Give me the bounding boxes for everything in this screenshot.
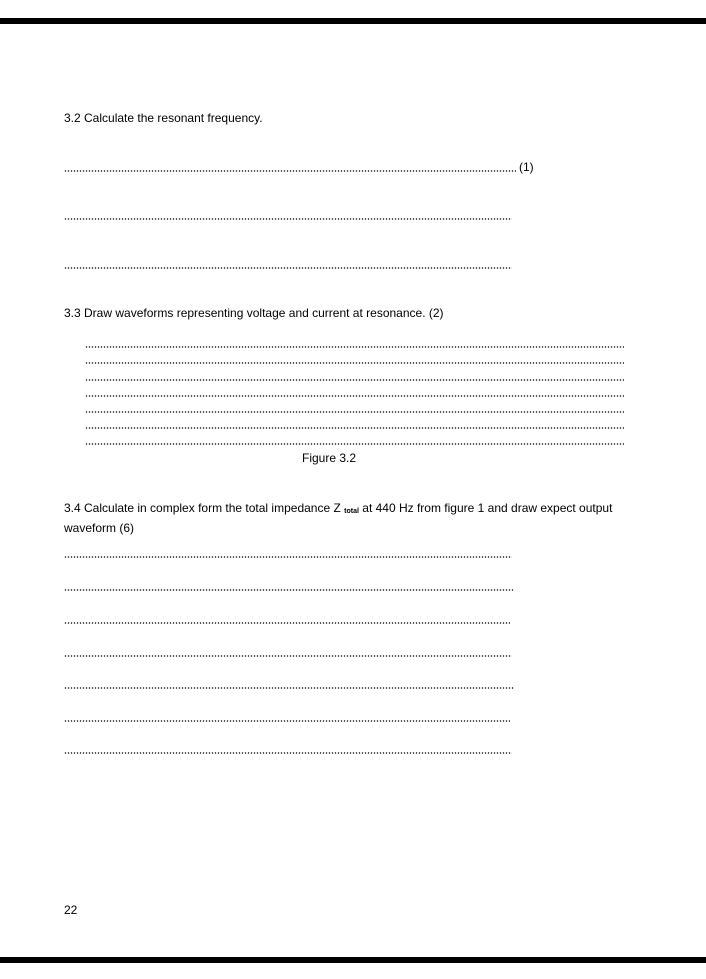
question-3-3-title: 3.3 Draw waveforms representing voltage and current at resonance. (2) xyxy=(64,306,444,320)
answer-line xyxy=(64,687,514,689)
drawing-line xyxy=(85,395,624,397)
drawing-line xyxy=(85,411,624,413)
answer-line xyxy=(64,170,516,172)
question-3-2-marks: (1) xyxy=(519,160,534,174)
question-3-4-text-before: 3.4 Calculate in complex form the total impedance Z xyxy=(64,501,341,515)
drawing-line xyxy=(85,443,624,445)
answer-line xyxy=(64,267,512,269)
bottom-border-bar xyxy=(0,957,706,963)
answer-line xyxy=(64,720,510,722)
answer-line xyxy=(64,556,512,558)
answer-line xyxy=(64,589,514,591)
top-border-bar xyxy=(0,18,706,24)
question-3-4-text-after: at 440 Hz from figure 1 and draw expect output waveform (6) xyxy=(64,501,613,535)
answer-line xyxy=(64,622,510,624)
answer-line xyxy=(64,752,512,754)
page-number: 22 xyxy=(64,903,78,917)
drawing-line xyxy=(85,346,624,348)
question-3-2-title: 3.2 Calculate the resonant frequency. xyxy=(64,111,263,125)
drawing-line xyxy=(85,379,624,381)
impedance-subscript: total xyxy=(344,508,359,515)
question-3-4-title xyxy=(64,500,634,536)
answer-line xyxy=(64,655,512,657)
drawing-line xyxy=(85,362,624,364)
answer-line xyxy=(64,218,512,220)
figure-caption: Figure 3.2 xyxy=(302,451,357,465)
drawing-line xyxy=(85,427,624,429)
